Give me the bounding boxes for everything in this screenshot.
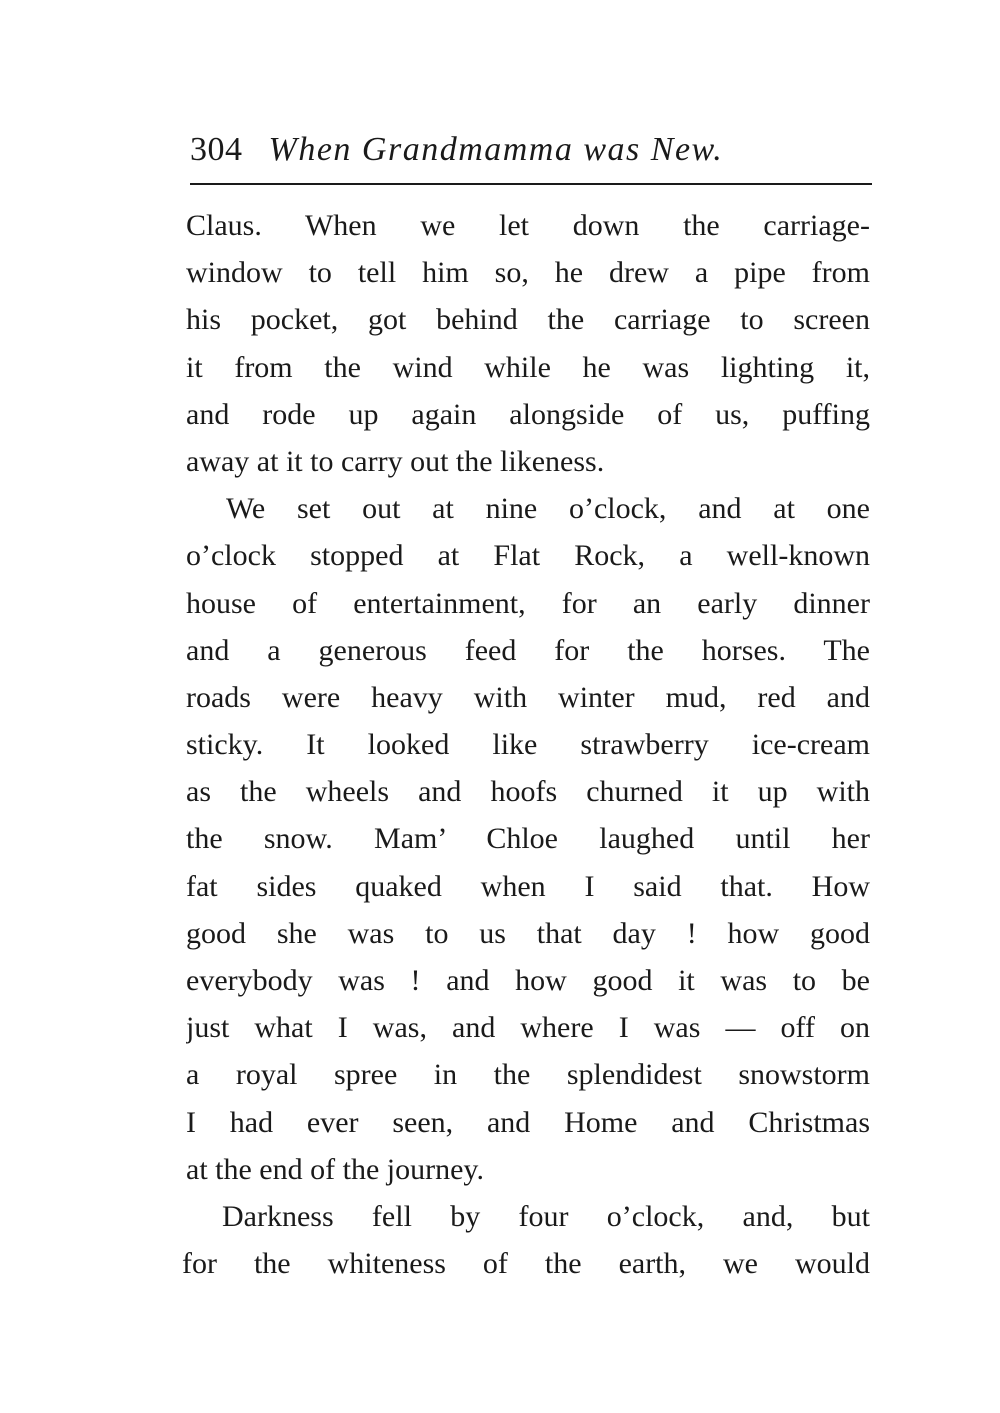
text-line: it from the wind while he was lighting it,: [186, 350, 870, 384]
text-line: house of entertainment, for an early dinner: [186, 586, 870, 620]
text-line: for the whiteness of the earth, we would: [182, 1247, 870, 1281]
text-line: just what I was, and where I was — off on: [186, 1011, 870, 1045]
text-line: the snow. Mam’ Chloe laughed until her: [186, 822, 870, 856]
running-title: When Grandmamma was New.: [268, 131, 724, 168]
text-line: We set out at nine o’clock, and at one: [226, 492, 870, 526]
paragraph-1: [186, 202, 870, 485]
text-line: Claus. When we let down the carriage-: [186, 209, 870, 242]
text-line: everybody was ! and how good it was to be: [186, 964, 870, 997]
text-line: sticky. It looked like strawberry ice-cream: [186, 728, 870, 762]
text-line: and a generous feed for the horses. The: [186, 633, 870, 667]
text-line: fat sides quaked when I said that. How: [186, 869, 870, 903]
text-line: and rode up again alongside of us, puffing: [186, 397, 870, 431]
body-text: [182, 202, 870, 1287]
text-line: at the end of the journey.: [186, 1152, 484, 1186]
paragraph-2: [186, 485, 870, 1193]
text-line: I had ever seen, and Home and Christmas: [186, 1105, 870, 1139]
text-line: his pocket, got behind the carriage to screen: [186, 303, 870, 337]
text-line: o’clock stopped at Flat Rock, a well-known: [186, 539, 870, 573]
text-line: roads were heavy with winter mud, red and: [186, 680, 870, 714]
text-line: a royal spree in the splendidest snowstorm: [186, 1058, 870, 1092]
text-line: Darkness fell by four o’clock, and, but: [222, 1199, 870, 1233]
page-header: [190, 128, 872, 172]
text-line: away at it to carry out the likeness.: [186, 444, 605, 478]
text-line: as the wheels and hoofs churned it up with: [186, 775, 870, 809]
text-line: window to tell him so, he drew a pipe from: [186, 256, 870, 290]
page-number: 304: [190, 131, 243, 168]
text-line: good she was to us that day ! how good: [186, 916, 870, 950]
header-rule: [190, 183, 872, 185]
paragraph-3: [182, 1193, 870, 1287]
